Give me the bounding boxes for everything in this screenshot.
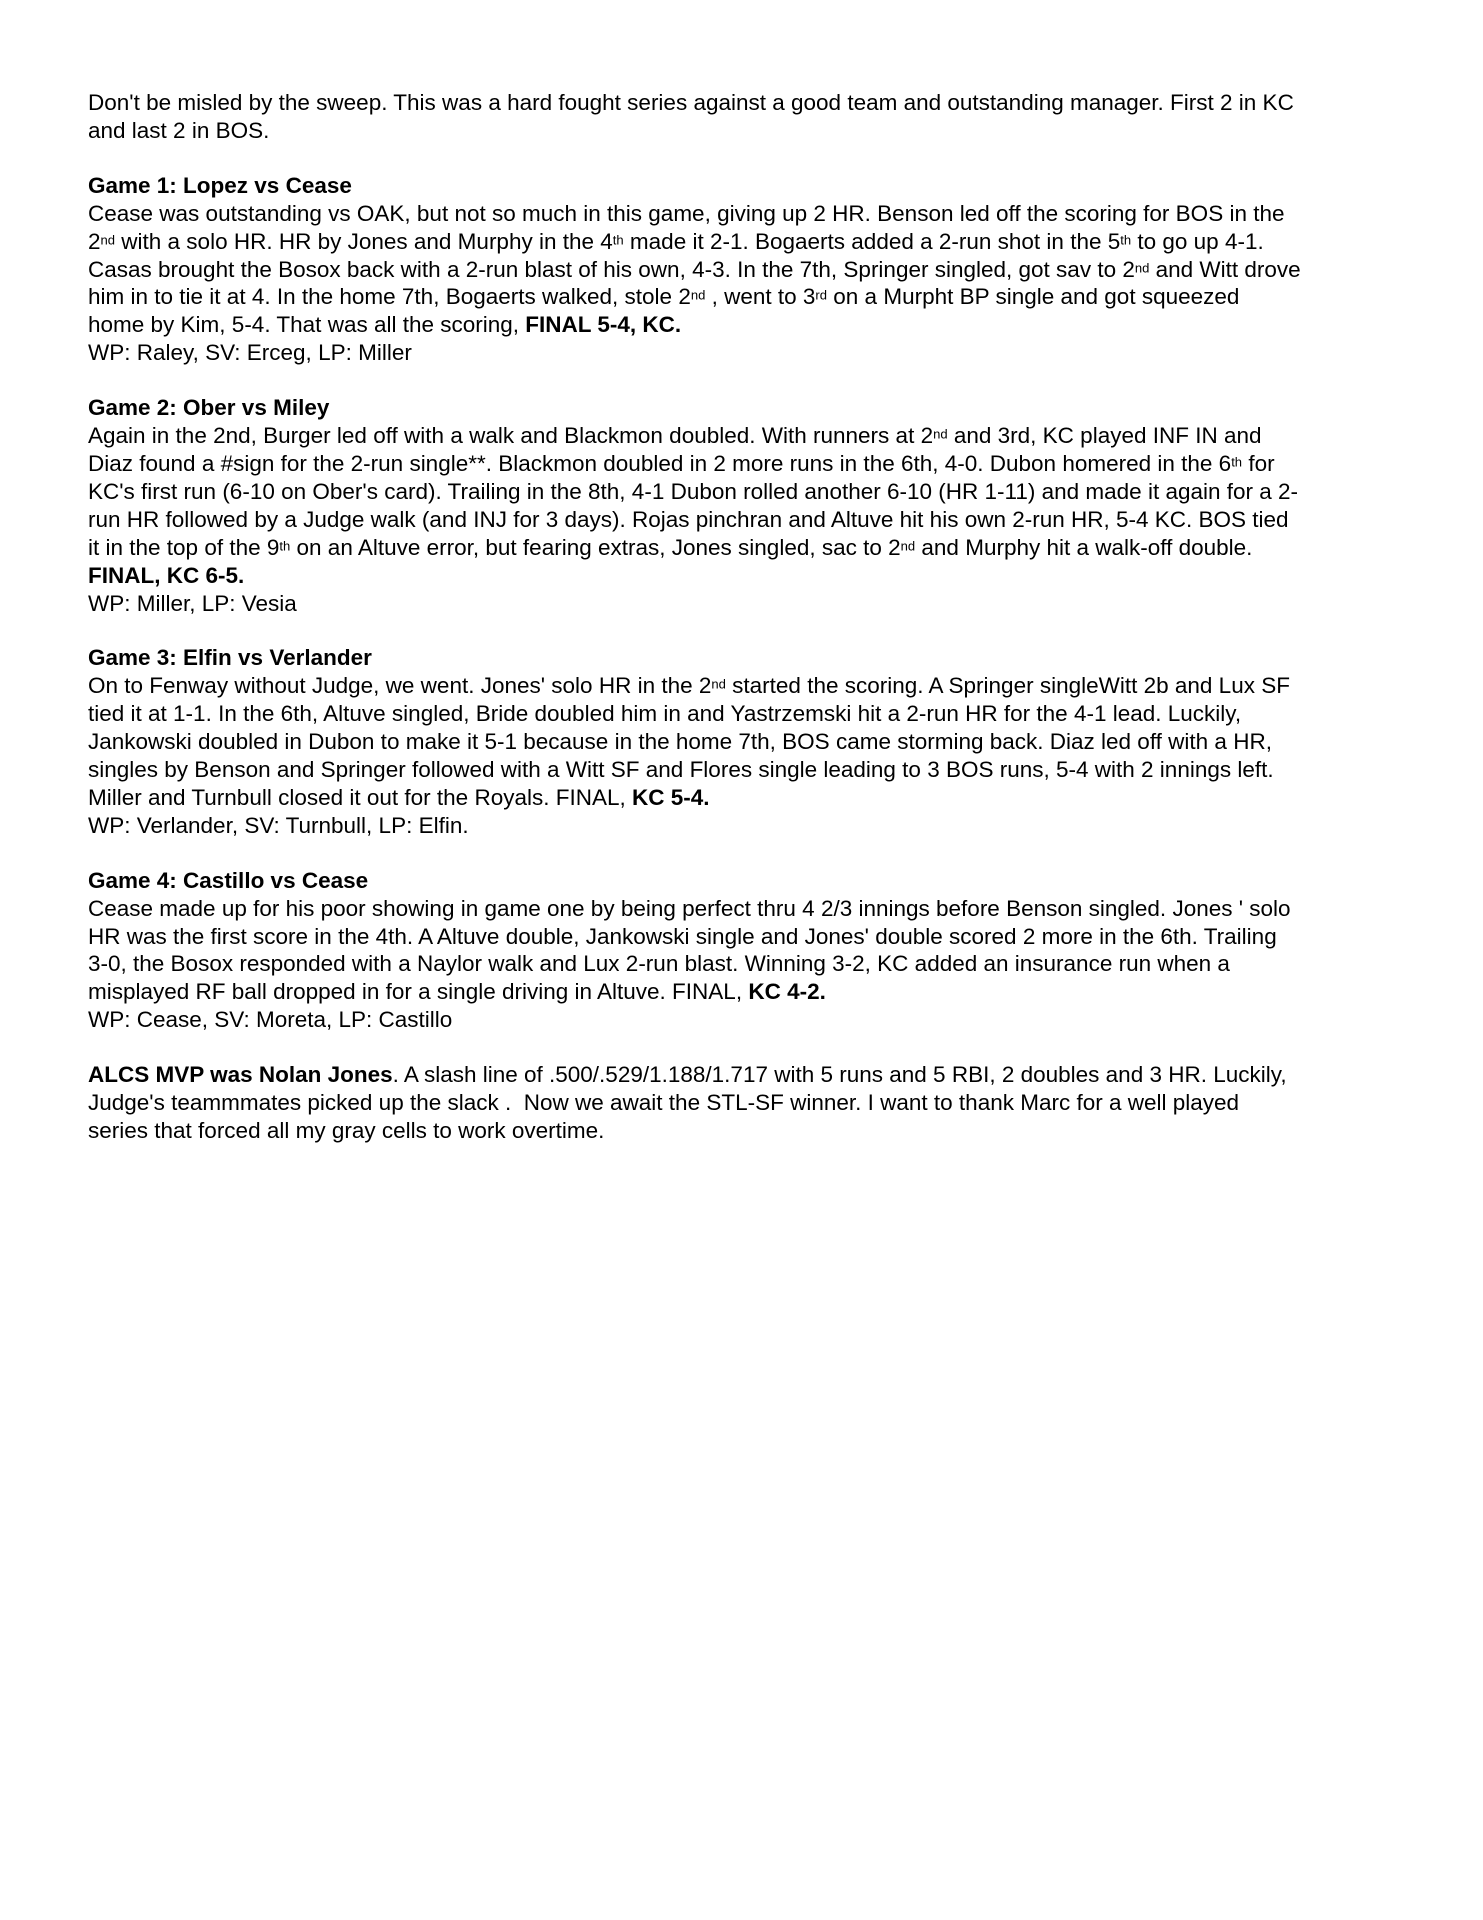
- text-line: [88, 283, 1483, 311]
- text-line: [88, 1089, 1483, 1117]
- text-run: Again in the 2nd, Burger led off with a walk and Blackmon doubled. With runners at 2: [88, 423, 934, 449]
- text-run: Cease made up for his poor showing in game one by being perfect thru 4 2/3 innings before Benson singled. Jones ' solo: [88, 895, 1291, 921]
- superscript-run: th: [612, 231, 624, 247]
- text-line: [88, 950, 1483, 978]
- text-line: [88, 867, 1483, 895]
- text-line: [88, 1006, 1483, 1034]
- superscript-run: th: [1120, 231, 1132, 247]
- intro-paragraph: [88, 89, 1483, 145]
- superscript-run: nd: [1134, 259, 1150, 275]
- text-run: for: [1242, 450, 1275, 476]
- text-line: [88, 784, 1483, 812]
- text-line: [88, 1117, 1483, 1145]
- superscript-run: th: [1231, 454, 1243, 470]
- text-line: [88, 422, 1483, 450]
- superscript-run: rd: [815, 287, 828, 303]
- text-line: [88, 562, 1483, 590]
- text-line: [88, 256, 1483, 284]
- text-line: [88, 534, 1483, 562]
- text-line: [88, 1061, 1483, 1089]
- text-run: series that forced all my gray cells to work overtime.: [88, 1118, 605, 1143]
- text-line: [88, 756, 1483, 784]
- document-body: [88, 89, 1483, 1145]
- text-run: WP: Raley, SV: Erceg, LP: Miller: [88, 340, 412, 366]
- text-line: [88, 339, 1483, 367]
- text-run: Diaz found a #sign for the 2-run single**. Blackmon doubled in 2 more runs in the 6th, 4-0. Dubon homered in the 6: [88, 450, 1232, 476]
- game-4-section: [88, 867, 1483, 1034]
- text-line: [88, 478, 1483, 506]
- text-run: WP: Verlander, SV: Turnbull, LP: Elfin.: [88, 812, 469, 838]
- bold-text-run: Game 3: Elfin vs Verlander: [88, 645, 372, 671]
- text-line: [88, 978, 1483, 1006]
- text-line: [88, 117, 1483, 145]
- text-run: WP: Cease, SV: Moreta, LP: Castillo: [88, 1007, 453, 1033]
- text-run: tied it at 1-1. In the 6th, Altuve singled, Bride doubled him in and Yastrzemski hit a 2-run HR for the 4-1 lead. Luckily,: [88, 701, 1242, 727]
- text-line: [88, 812, 1483, 840]
- text-run: Don't be misled by the sweep. This was a hard fought series against a good team and outstanding manager. First 2 in KC: [88, 90, 1294, 115]
- text-run: it in the top of the 9: [88, 534, 280, 560]
- text-run: . A slash line of .500/.529/1.188/1.717 with 5 runs and 5 RBI, 2 doubles and 3 HR. Luckily,: [392, 1062, 1287, 1088]
- text-run: made it 2-1. Bogaerts added a 2-run shot in the 5: [623, 228, 1121, 254]
- text-run: started the scoring. A Springer singleWitt 2b and Lux SF: [725, 673, 1290, 699]
- superscript-run: nd: [933, 426, 948, 442]
- text-run: , went to 3: [705, 284, 816, 310]
- text-run: run HR followed by a Judge walk (and INJ for 3 days). Rojas pinchran and Altuve hit his own 2-run HR, 5-4 KC. BOS tied: [88, 506, 1289, 532]
- superscript-run: nd: [711, 676, 726, 692]
- text-line: [88, 728, 1483, 756]
- text-run: Miller and Turnbull closed it out for the Royals. FINAL,: [88, 784, 632, 810]
- text-line: [88, 311, 1483, 339]
- game-1-section: [88, 172, 1483, 367]
- bold-text-run: KC 4-2.: [748, 979, 826, 1005]
- text-run: HR was the first score in the 4th. A Altuve double, Jankowski single and Jones' double scored 2 more in the 6th. Trailing: [88, 923, 1277, 949]
- game-3-section: [88, 644, 1483, 839]
- text-run: Cease was outstanding vs OAK, but not so much in this game, giving up 2 HR. Benson led off the scoring for BOS in the: [88, 200, 1285, 226]
- text-run: KC's first run (6-10 on Ober's card). Trailing in the 8th, 4-1 Dubon rolled another 6-10 (HR 1-11) and made it again for a 2-: [88, 478, 1299, 504]
- text-line: [88, 228, 1483, 256]
- text-run: Judge's teammmates picked up the slack . Now we await the STL-SF winner. I want to thank Marc for a well played: [88, 1090, 1240, 1116]
- text-line: [88, 923, 1483, 951]
- mvp-paragraph: [88, 1061, 1483, 1145]
- text-run: 2: [88, 228, 101, 254]
- bold-text-run: FINAL 5-4, KC.: [525, 312, 682, 338]
- text-line: [88, 700, 1483, 728]
- text-line: [88, 394, 1483, 422]
- text-run: and last 2 in BOS.: [88, 117, 270, 143]
- superscript-run: nd: [100, 231, 116, 247]
- superscript-run: nd: [900, 538, 916, 553]
- bold-text-run: Game 4: Castillo vs Cease: [88, 867, 369, 893]
- text-run: Jankowski doubled in Dubon to make it 5-1 because in the home 7th, BOS came storming back. Diaz led off with a HR,: [88, 729, 1272, 755]
- superscript-run: nd: [690, 287, 706, 303]
- bold-text-run: KC 5-4.: [632, 784, 710, 810]
- text-line: [88, 89, 1483, 117]
- text-line: [88, 200, 1483, 228]
- text-line: [88, 644, 1483, 672]
- superscript-run: th: [279, 538, 291, 553]
- text-run: home by Kim, 5-4. That was all the scoring,: [88, 312, 526, 338]
- text-line: [88, 590, 1483, 618]
- bold-text-run: FINAL, KC 6-5.: [88, 562, 245, 588]
- text-run: and Murphy hit a walk-off double.: [915, 534, 1253, 560]
- text-run: On to Fenway without Judge, we went. Jones' solo HR in the 2: [88, 673, 712, 699]
- text-run: 3-0, the Bosox responded with a Naylor walk and Lux 2-run blast. Winning 3-2, KC added an insurance run when a: [88, 951, 1230, 977]
- text-run: WP: Miller, LP: Vesia: [88, 590, 297, 616]
- game-2-section: [88, 394, 1483, 617]
- text-run: and Witt drove: [1149, 256, 1301, 282]
- text-run: Casas brought the Bosox back with a 2-run blast of his own, 4-3. In the 7th, Springer singled, got sav to 2: [88, 256, 1135, 282]
- text-run: him in to tie it at 4. In the home 7th, Bogaerts walked, stole 2: [88, 284, 691, 310]
- text-run: misplayed RF ball dropped in for a single driving in Altuve. FINAL,: [88, 979, 749, 1005]
- text-run: on a Murpht BP single and got squeezed: [827, 284, 1240, 310]
- text-run: on an Altuve error, but fearing extras, Jones singled, sac to 2: [290, 534, 901, 560]
- text-line: [88, 895, 1483, 923]
- text-run: singles by Benson and Springer followed with a Witt SF and Flores single leading to 3 BOS runs, 5-4 with 2 innings left.: [88, 757, 1274, 783]
- bold-text-run: ALCS MVP was Nolan Jones: [88, 1062, 393, 1088]
- text-line: [88, 172, 1483, 200]
- text-line: [88, 450, 1483, 478]
- bold-text-run: Game 2: Ober vs Miley: [88, 395, 330, 421]
- text-run: with a solo HR. HR by Jones and Murphy in the 4: [115, 228, 613, 254]
- text-run: and 3rd, KC played INF IN and: [947, 423, 1262, 449]
- bold-text-run: Game 1: Lopez vs Cease: [88, 172, 352, 198]
- text-run: to go up 4-1.: [1131, 228, 1264, 254]
- text-line: [88, 506, 1483, 534]
- text-line: [88, 672, 1483, 700]
